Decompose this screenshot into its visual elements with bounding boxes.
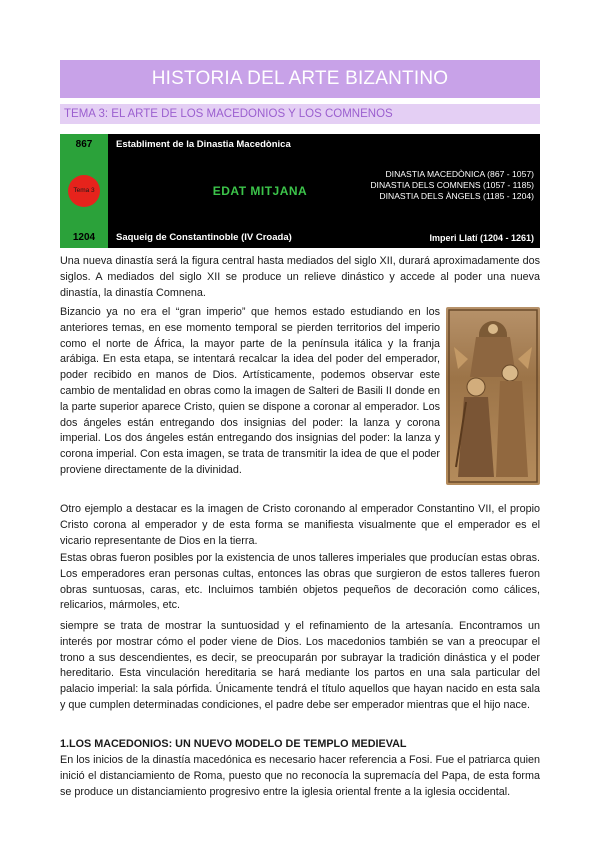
coronation-illustration-icon	[446, 307, 540, 485]
coronation-image	[446, 307, 540, 485]
document-title: HISTORIA DEL ARTE BIZANTINO	[60, 60, 540, 98]
paragraph-4: Estas obras fueron posibles por la existencia de unos talleres imperiales que producían estas obras. Los emperadores eran personas cultas, entonces las obras que surgieron de estos talleres fueron obras suntuosas, caras, etc. Incluimos también objetos pequeños de decoración como cálices, relicarios, mármoles, etc.	[60, 552, 540, 612]
dynasty-list	[370, 169, 534, 201]
paragraph-5: siempre se trata de mostrar la suntuosidad y el refinamiento de la artesanía. Encontramos un interés por mostrar cómo el poder viene de Dios. Los macedonios también se van a preocupar el trono a sus descendientes, es decir, se preocuparán por subrayar la tradición dinástica y el poder hereditario. Esta vinculación hereditaria se hará mediante los partos en una sala particular del palacio imperial: la sala pórfida. Únicamente tendrá el título aquellos que hayan nacido en esta sala y que cumplen determinadas condiciones, el padre debe ser emperador mientras que el hijo nace.	[60, 620, 540, 711]
year-end: 1204	[72, 232, 96, 243]
section-heading: 1.LOS MACEDONIOS: UN NUEVO MODELO DE TEMPLO MEDIEVAL	[60, 738, 407, 750]
end-event: Saqueig de Constantinoble (IV Croada)	[116, 232, 292, 243]
topic-badge: Tema 3	[68, 175, 100, 207]
paragraph-2: Bizancio ya no era el “gran imperio” que hemos estado estudiando en los anteriores temas, en ese momento temporal se pierden territorios del imperio como el norte de África, la mayor parte de la península itálica y la franja arábiga. En esta etapa, se intentará recalcar la idea del poder del emperador, poder recibido en manos de Dios. Artísticamente, podemos observar este cambio de mentalidad en obras como la imagen de Salteri de Basili II donde en la parte superior aparece Cristo, quien se dispone a coronar al emperador. Los dos ángeles están entregando dos insignias del poder: la lanza y corona imperial. Los dos ángeles están entregando dos insignias del poder: la lanza y corona imperial. Con esta imagen, se trata de transmitir la idea de que el poder proviene directamente de la divinidad.	[60, 306, 440, 476]
latin-empire-event: Imperi Llatí (1204 - 1261)	[429, 233, 534, 243]
timeline-green-column	[60, 134, 108, 248]
paragraph-1: Una nueva dinastía será la figura central hasta mediados del siglo XII, durará aproximadamente dos siglos. A mediados del siglo XII se produce un relieve dinástico y accede al poder una nueva dinastía, la dinastía Comnena.	[60, 255, 540, 299]
year-start: 867	[75, 139, 93, 150]
start-event: Establiment de la Dinastia Macedònica	[116, 139, 291, 150]
dynasty-macedonian: DINASTIA MACEDÒNICA (867 - 1057)	[385, 169, 534, 179]
dynasty-angeloi: DINASTIA DELS ÀNGELS (1185 - 1204)	[379, 190, 534, 201]
timeline-banner	[60, 134, 540, 248]
topic-subtitle: TEMA 3: EL ARTE DE LOS MACEDONIOS Y LOS COMNENOS	[60, 104, 540, 124]
dynasty-comnenian: DINASTIA DELS COMNENS (1057 - 1185)	[370, 179, 534, 190]
era-label: EDAT MITJANA	[212, 184, 308, 198]
paragraph-6: En los inicios de la dinastía macedónica es necesario hacer referencia a Fosi. Fue el patriarca quien inició el distanciamiento de Roma, puesto que no reconocía la supremacía del Papa, de esta forma se produce un distanciamiento progresivo entre la iglesia oriental frente a la iglesia occidental.	[60, 754, 540, 798]
paragraph-3: Otro ejemplo a destacar es la imagen de Cristo coronando al emperador Constantino VII, el propio Cristo corona al emperador y de esta forma se manifiesta visualmente que el emperador es el vicario representante de Dios en la tierra.	[60, 503, 540, 547]
